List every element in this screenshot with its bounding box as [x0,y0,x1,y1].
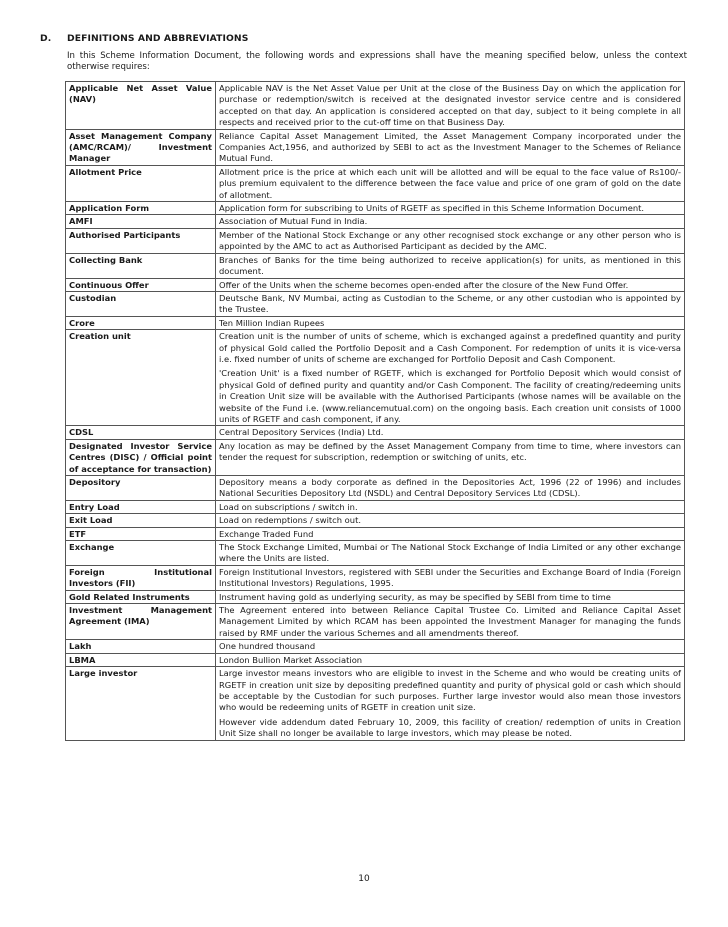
table-row [66,527,685,540]
section-heading [40,33,248,44]
definition-paragraph: Load on subscriptions / switch in. [219,501,358,512]
definition-text [216,514,685,527]
definition-paragraph: London Bullion Market Association [219,654,363,665]
table-row [66,330,685,426]
definition-text [216,439,685,475]
definition-text [216,316,685,329]
definition-text [216,640,685,653]
definition-paragraph: Large investor means investors who are eligible to invest in the Scheme and who would be creating units of RGETF in creation unit size by depositing predefined quantity and purity of physical gold or cash which should be acceptable by the Custodian for such purposes. Further large investor would also mean those investors who would be redeeming units of RGETF in creation unit size. [219,668,681,713]
table-row [66,278,685,291]
definition-text [216,476,685,501]
definition-paragraph: Central Depository Services (India) Ltd. [219,427,384,438]
definition-text [216,426,685,439]
definition-term: Depository [66,476,216,501]
definition-text [216,291,685,316]
definition-term: Asset Management Company (AMC/RCAM)/ Investment Manager [66,129,216,165]
definition-text [216,82,685,130]
definition-term: Allotment Price [66,165,216,201]
definition-paragraph: Instrument having gold as underlying security, as may be specified by SEBI from time to time [219,591,611,602]
definition-text [216,565,685,590]
definition-text [216,667,685,740]
definition-text [216,500,685,513]
table-row [66,514,685,527]
definition-text [216,590,685,603]
definition-text [216,527,685,540]
definition-term: Designated Investor Service Centres (DISC) / Official point of acceptance for transaction) [66,439,216,475]
definition-term: Entry Load [66,500,216,513]
table-row [66,291,685,316]
definition-paragraph: One hundred thousand [219,641,316,652]
definition-paragraph: Offer of the Units when the scheme becomes open-ended after the closure of the New Fund Offer. [219,279,629,290]
definition-paragraph: Load on redemptions / switch out. [219,515,361,526]
definition-text [216,330,685,426]
table-row [66,426,685,439]
definition-term: Lakh [66,640,216,653]
definition-text [216,215,685,228]
definition-paragraph: Member of the National Stock Exchange or any other recognised stock exchange or any other person who is appointed by the AMC to act as Authorised Participant as decided by the AMC. [219,229,681,252]
definition-term: Applicable Net Asset Value (NAV) [66,82,216,130]
definition-term: Collecting Bank [66,253,216,278]
definition-term: CDSL [66,426,216,439]
definition-term: AMFI [66,215,216,228]
definition-text [216,278,685,291]
table-row [66,316,685,329]
definition-text [216,541,685,566]
definition-paragraph: Association of Mutual Fund in India. [219,216,368,227]
definition-term: ETF [66,527,216,540]
definition-term: Custodian [66,291,216,316]
definition-paragraph: However vide addendum dated February 10, 2009, this facility of creation/ redemption of units in Creation Unit Size shall no longer be available to large investors, which may please be noted. [219,716,681,739]
table-row [66,640,685,653]
table-row [66,228,685,253]
table-row [66,253,685,278]
definition-paragraph: The Agreement entered into between Reliance Capital Trustee Co. Limited and Reliance Capital Asset Management Limited by which RCAM has been appointed the Investment Manager for managing the funds raised by RMF under the various Schemes and all amendments thereof. [219,605,681,638]
table-row [66,82,685,130]
table-row [66,500,685,513]
definition-term: Crore [66,316,216,329]
intro-paragraph: In this Scheme Information Document, the following words and expressions shall have the meaning specified below, unless the context otherwise requires: [67,51,687,73]
section-number: D. [40,33,52,44]
table-row [66,165,685,201]
definition-paragraph: Allotment price is the price at which each unit will be allotted and will be equal to the face value of Rs100/- plus premium equivalent to the difference between the face value and price of one gram of gold on the date of allotment. [219,166,681,200]
table-row [66,653,685,666]
definition-paragraph: Depository means a body corporate as defined in the Depositories Act, 1996 (22 of 1996) and includes National Securities Depository Ltd (NSDL) and Central Depository Services Ltd (CDSL). [219,477,681,499]
definition-term: LBMA [66,653,216,666]
definition-term: Creation unit [66,330,216,426]
definitions-table [65,81,685,741]
definition-paragraph: Application form for subscribing to Units of RGETF as specified in this Scheme Information Document. [219,203,645,214]
table-row [66,129,685,165]
definition-paragraph: Ten Million Indian Rupees [219,317,325,328]
definition-paragraph: Any location as may be defined by the Asset Management Company from time to time, where investors can tender the request for subscription, redemption or switching of units, etc. [219,440,681,463]
section-title: DEFINITIONS AND ABBREVIATIONS [67,33,249,44]
table-row [66,590,685,603]
definition-text [216,653,685,666]
definition-paragraph: Branches of Banks for the time being authorized to receive application(s) for units, as mentioned in this document. [219,254,681,277]
definition-text [216,604,685,640]
definition-paragraph: Creation unit is the number of units of scheme, which is exchanged against a predefined quantity and purity of physical Gold called the Portfolio Deposit and a Cash Component. For redemption of units it is vice-versa i.e. fixed number of units of scheme are exchanged for Portfolio Deposit and Cash Component. [219,331,681,364]
definition-term: Gold Related Instruments [66,590,216,603]
definition-text [216,129,685,165]
table-row [66,202,685,215]
definition-term: Exchange [66,541,216,566]
definition-paragraph: The Stock Exchange Limited, Mumbai or The National Stock Exchange of India Limited or any other exchange where the Units are listed. [219,542,681,564]
definition-text [216,228,685,253]
definition-paragraph: 'Creation Unit' is a fixed number of RGETF, which is exchanged for Portfolio Deposit which would consist of physical Gold of defined purity and quantity and/or Cash Component. The facility of creating/redeeming units in Creation Unit size will be available with the Authorised Participants (whose names will be available on the website of the Fund i.e. (www.reliancemutual.com) on the ongoing basis. Each creation unit consists of 1000 units of RGETF and cash component, if any. [219,368,681,424]
table-row [66,667,685,740]
table-row [66,215,685,228]
table-row [66,604,685,640]
definition-term: Continuous Offer [66,278,216,291]
definition-text [216,202,685,215]
table-row [66,565,685,590]
definition-term: Large investor [66,667,216,740]
definition-paragraph: Reliance Capital Asset Management Limited, the Asset Management Company incorporated under the Companies Act,1956, and authorized by SEBI to act as the Investment Manager to the Schemes of Reliance Mutual Fund. [219,130,681,164]
table-row [66,439,685,475]
definition-term: Foreign Institutional Investors (FII) [66,565,216,590]
definition-paragraph: Foreign Institutional Investors, registered with SEBI under the Securities and Exchange Board of India (Foreign Institutional Investors) Regulations, 1995. [219,566,681,589]
definition-term: Investment Management Agreement (IMA) [66,604,216,640]
definition-text [216,165,685,201]
definition-paragraph: Exchange Traded Fund [219,528,314,539]
definition-term: Exit Load [66,514,216,527]
definition-paragraph: Applicable NAV is the Net Asset Value per Unit at the close of the Business Day on which the application for purchase or redemption/switch is received at the designated investor service centre and is considered accepted on that day. An application is considered accepted on that day, subject to it being complete in all respects and received prior to the cut-off time on that Business Day. [219,83,681,128]
definition-term: Application Form [66,202,216,215]
definition-paragraph: Deutsche Bank, NV Mumbai, acting as Custodian to the Scheme, or any other custodian who is appointed by the Trustee. [219,292,681,315]
definition-term: Authorised Participants [66,228,216,253]
table-row [66,476,685,501]
table-row [66,541,685,566]
page-number: 10 [358,874,370,884]
definition-text [216,253,685,278]
